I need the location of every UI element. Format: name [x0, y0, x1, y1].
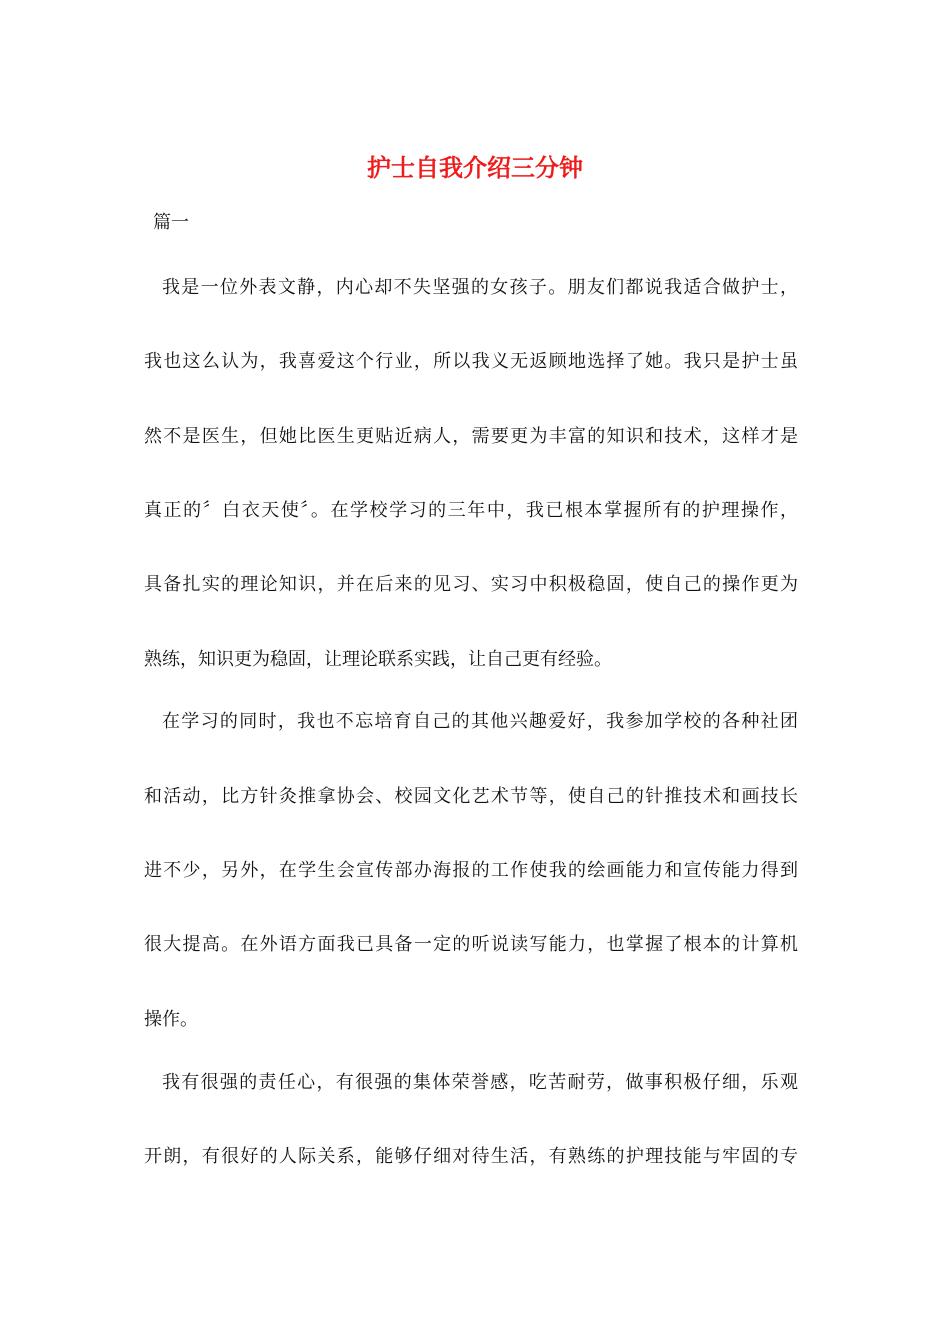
paragraph-1-line-2: 我也这么认为，我喜爱这个行业，所以我义无返顾地选择了她。我只是护士虽: [144, 351, 798, 372]
paragraph-1-line-6: 熟练，知识更为稳固，让理论联系实践，让自己更有经验。: [144, 649, 612, 670]
paragraph-3-line-1: 我有很强的责任心，有很强的集体荣誉感，吃苦耐劳，做事积极仔细，乐观: [162, 1072, 798, 1093]
paragraph-1-line-5: 具备扎实的理论知识，并在后来的见习、实习中积极稳固，使自己的操作更为: [144, 574, 798, 595]
section-heading: 篇一: [153, 212, 189, 233]
paragraph-2-line-2: 和活动，比方针灸推拿协会、校园文化艺术节等，使自己的针推技术和画技长: [144, 786, 798, 807]
paragraph-2-line-3: 进不少，另外，在学生会宣传部办海报的工作使我的绘画能力和宣传能力得到: [144, 860, 798, 881]
paragraph-2-line-4: 很大提高。在外语方面我已具备一定的听说读写能力，也掌握了根本的计算机: [144, 934, 798, 955]
paragraph-2-line-5: 操作。: [144, 1009, 198, 1030]
paragraph-1-line-3: 然不是医生，但她比医生更贴近病人，需要更为丰富的知识和技术，这样才是: [144, 426, 798, 447]
paragraph-3-line-2: 开朗，有很好的人际关系，能够仔细对待生活，有熟练的护理技能与牢固的专: [144, 1146, 798, 1167]
paragraph-1-line-4: 真正的〞白衣天使〞。在学校学习的三年中，我已根本掌握所有的护理操作，: [144, 500, 798, 521]
paragraph-1-line-1: 我是一位外表文静，内心却不失坚强的女孩子。朋友们都说我适合做护士，: [162, 277, 798, 298]
paragraph-2-line-1: 在学习的同时，我也不忘培育自己的其他兴趣爱好，我参加学校的各种社团: [162, 711, 798, 732]
page-title: 护士自我介绍三分钟: [367, 153, 583, 182]
